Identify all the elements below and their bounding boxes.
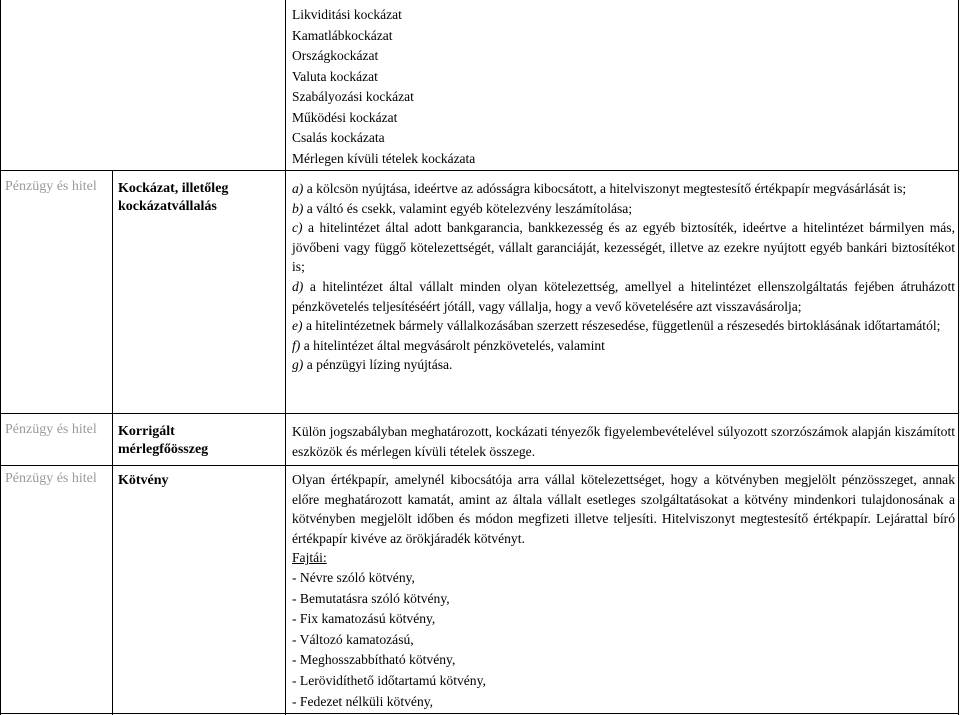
- column-divider-category: [112, 170, 113, 715]
- risk-type-list: [292, 5, 475, 169]
- definition-text: Olyan értékpapír, amelynél kibocsátója arra vállal kötelezettséget, hogy a kötvényben megjelölt pénzösszeget, annak előre meghatározott kamatát, amint az általa vállalt esetleges szolgáltatásokat a kötvény mindenkori tulajdonosának a kötvényben megjelölt időben és módon megfizeti illetve teljesíti. Hitelviszonyt megtestesítő értékpapír. Lejárattal bíró értékpapír kivéve az örökjáradék kötvényt.: [292, 472, 955, 546]
- column-divider-right: [958, 0, 959, 715]
- list-item: - Fedezet nélküli kötvény,: [292, 693, 434, 709]
- column-divider-term: [285, 0, 286, 715]
- list-item: Likviditási kockázat: [292, 7, 402, 22]
- list-item: Csalás kockázata: [292, 130, 385, 145]
- definition-item: g) a pénzügyi lízing nyújtása.: [292, 357, 453, 373]
- term-title: Korrigált mérlegfőösszeg: [118, 424, 209, 457]
- definition-list: [292, 179, 955, 375]
- definition-item: f) a hitelintézet által megvásárolt pénzkövetelés, valamint: [292, 337, 605, 353]
- definition-item: e) a hitelintézetnek bármely vállalkozásában szerzett részesedése, függetlenül a részesedés birtoklásának időtartamától;: [292, 318, 941, 334]
- list-item: Valuta kockázat: [292, 68, 378, 84]
- definition-item: b) a váltó és csekk, valamint egyéb kötelezvény leszámítolása;: [292, 200, 633, 216]
- list-item: - Bemutatásra szóló kötvény,: [292, 590, 450, 606]
- types-list: [292, 568, 955, 712]
- row-divider-3: [0, 465, 959, 466]
- definition-item: c) a hitelintézet által adott bankgarancia, bankkezesség és az egyéb biztosíték, ideértve a hitelintézet bármilyen más, jövőbeni vagy függő kötelezettségét, vállalt garanciáját, kezességét, illetve az ezekre nyújtott egyéb bankári biztosítékot is;: [292, 220, 955, 275]
- category-label: Pénzügy és hitel: [5, 179, 97, 194]
- list-item: Szabályozási kockázat: [292, 89, 414, 104]
- list-item: Országkockázat: [292, 48, 379, 63]
- definition-item: d) a hitelintézet által vállalt minden olyan kötelezettség, amellyel a hitelintézet ellenszolgáltatás fejében átruházott pénzkövetelés teljesítéséért jótáll, vagy vállalja, hogy a vevő követelésére azt visszavásárolja;: [292, 278, 955, 314]
- term-title: Kockázat, illetőleg kockázatvállalás: [118, 181, 229, 214]
- list-item: Működési kockázat: [292, 109, 398, 125]
- category-label: Pénzügy és hitel: [5, 422, 97, 437]
- list-item: - Fix kamatozású kötvény,: [292, 611, 436, 627]
- list-item: - Névre szóló kötvény,: [292, 569, 415, 585]
- column-divider-left: [0, 0, 1, 715]
- definition-block: [292, 470, 955, 712]
- category-label: Pénzügy és hitel: [5, 471, 97, 486]
- list-item: - Lerövidíthető időtartamú kötvény,: [292, 672, 486, 688]
- list-item: Mérlegen kívüli tételek kockázata: [292, 150, 476, 166]
- row-divider-1: [0, 170, 959, 171]
- list-item: - Változó kamatozású,: [292, 631, 414, 647]
- row-divider-2: [0, 413, 959, 414]
- types-heading: Fajtái:: [292, 550, 327, 566]
- definition-text: Külön jogszabályban meghatározott, kockázati tényezők figyelembevételével súlyozott szorzószámok alapján kiszámított eszközök és mérlegen kívüli tételek összege.: [292, 424, 955, 459]
- term-title: Kötvény: [118, 473, 169, 488]
- definition-item: a) a kölcsön nyújtása, ideértve az adósságra kibocsátott, a hitelviszonyt megtestesítő értékpapír megvásárlását is;: [292, 181, 907, 196]
- list-item: - Meghosszabbítható kötvény,: [292, 652, 456, 668]
- row-divider-bottom: [0, 713, 959, 714]
- list-item: Kamatlábkockázat: [292, 27, 393, 43]
